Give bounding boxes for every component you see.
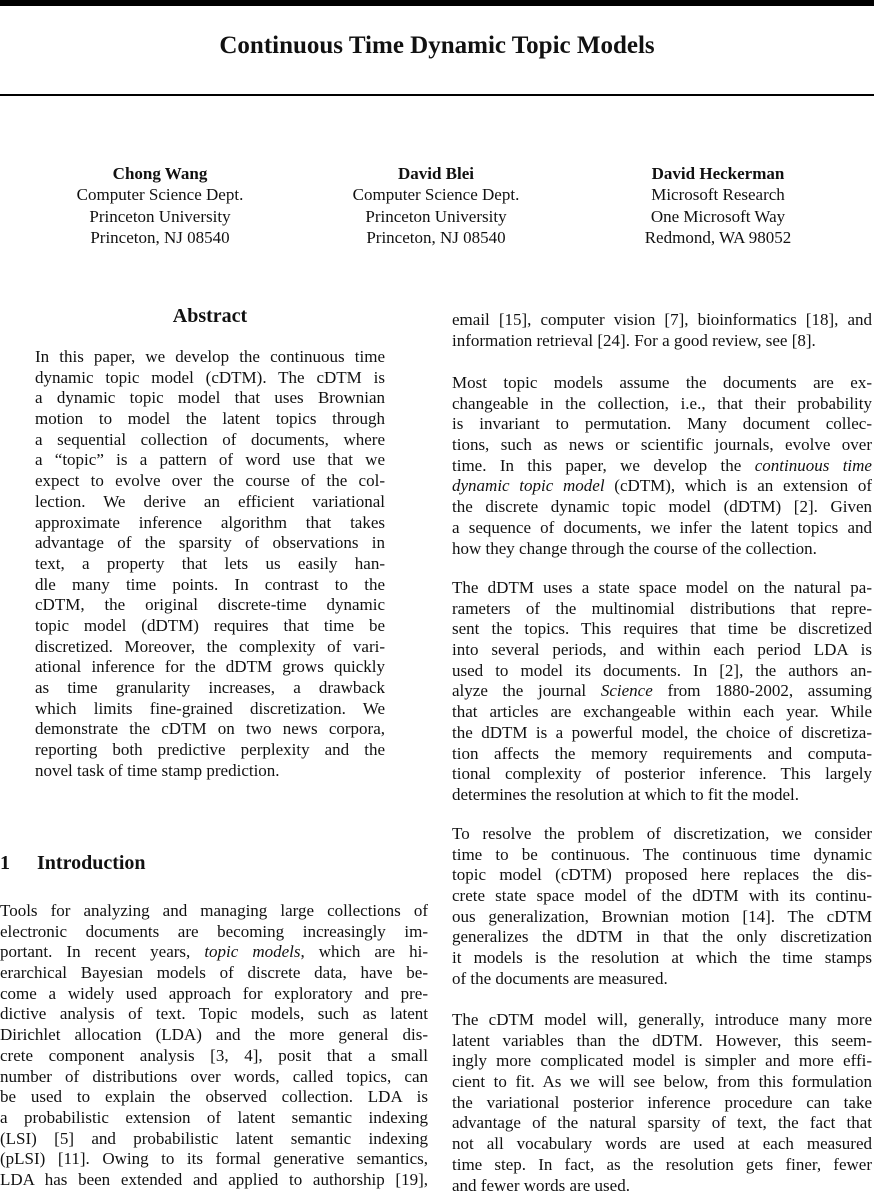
text-run: the variational posterior inference procedure can take — [452, 1092, 872, 1112]
text-line — [0, 942, 428, 963]
text-line — [35, 450, 385, 471]
text-line — [452, 948, 872, 969]
author-affiliation: Princeton University — [89, 206, 231, 226]
text-line — [452, 702, 872, 723]
text-line — [452, 744, 872, 765]
text-run: changeable in the collection, i.e., that their probability — [452, 393, 872, 413]
text-line — [452, 907, 872, 928]
text-run: (cDTM), which is an extension of — [604, 476, 872, 496]
text-line — [0, 1149, 428, 1170]
text-line — [0, 963, 428, 984]
author-block — [296, 163, 576, 248]
text-line — [452, 476, 872, 497]
text-line — [35, 575, 385, 596]
text-run: demonstrate the cDTM on two news corpora, — [35, 719, 385, 739]
text-line — [452, 845, 872, 866]
abstract-text — [35, 347, 385, 781]
text-line — [452, 539, 872, 560]
text-run: a probabilistic extension of latent semantic indexing — [0, 1107, 428, 1127]
text-line — [35, 595, 385, 616]
text-run: not all vocabulary words are used at each measured — [452, 1134, 872, 1154]
text-line — [0, 1108, 428, 1129]
text-run: motion to model the latent topics through — [35, 409, 385, 429]
text-line — [452, 1093, 872, 1114]
text-line — [452, 310, 872, 331]
text-line — [452, 681, 872, 702]
text-run: advantage of the natural sparsity of text, the fact that — [452, 1113, 872, 1133]
text-run: a sequential collection of documents, where — [35, 429, 385, 449]
text-run: email [15], computer vision [7], bioinformatics [18], and — [452, 310, 872, 329]
text-line — [452, 824, 872, 845]
text-run: how they change through the course of the collection. — [452, 538, 817, 558]
author-name: Chong Wang — [112, 164, 208, 183]
text-line — [35, 388, 385, 409]
text-run: as time granularity increases, a drawback — [35, 678, 385, 697]
text-run: it models is the resolution at which the time stamps — [452, 948, 872, 968]
abstract-heading: Abstract — [172, 305, 248, 327]
author-affiliation: One Microsoft Way — [650, 206, 786, 226]
text-line — [35, 740, 385, 761]
body-paragraph — [452, 373, 872, 559]
author-affiliation: Princeton University — [365, 206, 507, 226]
text-line — [452, 661, 872, 682]
text-line — [35, 616, 385, 637]
text-run: reporting both predictive perplexity and the — [35, 740, 385, 760]
text-run: ational inference for the dDTM grows quickly — [35, 657, 385, 677]
text-line — [35, 554, 385, 575]
text-line — [452, 1176, 872, 1197]
author-affiliation: Princeton, NJ 08540 — [90, 227, 230, 247]
body-paragraph — [452, 578, 872, 806]
text-run: from 1880-2002, assuming — [652, 681, 872, 701]
text-line — [452, 497, 872, 518]
text-run: expect to evolve over the course of the col- — [35, 471, 385, 491]
text-line — [452, 578, 872, 599]
text-line — [0, 1067, 428, 1088]
text-run: alyze the journal — [452, 681, 601, 701]
italic-text: dynamic topic model — [452, 476, 605, 496]
text-line — [35, 492, 385, 513]
text-line — [452, 1155, 872, 1176]
text-line — [452, 1031, 872, 1052]
text-line — [452, 394, 872, 415]
text-run: time to be continuous. The continuous time dynamic — [452, 844, 872, 864]
text-line — [452, 723, 872, 744]
text-line — [452, 886, 872, 907]
body-paragraph — [452, 824, 872, 990]
text-line — [0, 1046, 428, 1067]
text-run: dle many time points. In contrast to the — [35, 574, 385, 594]
text-run: tions, such as news or scientific journals, evolve over — [452, 435, 872, 455]
italic-text: continuous time — [754, 455, 872, 475]
body-paragraph — [452, 1010, 872, 1196]
author-affiliation: Redmond, WA 98052 — [644, 227, 792, 247]
text-run: erarchical Bayesian models of discrete data, have be- — [0, 963, 428, 983]
text-line — [452, 1072, 872, 1093]
text-run: time step. In fact, as the resolution gets finer, fewer — [452, 1154, 872, 1174]
text-line — [452, 414, 872, 435]
text-run: the dDTM is a powerful model, the choice of discretiza- — [452, 722, 872, 742]
text-line — [452, 599, 872, 620]
text-line — [452, 865, 872, 886]
text-line — [35, 699, 385, 720]
text-line — [35, 719, 385, 740]
text-run: into several periods, and within each period LDA is — [452, 640, 872, 660]
text-line — [452, 1113, 872, 1134]
text-line — [0, 1170, 428, 1191]
text-line — [452, 1051, 872, 1072]
author-affiliation: Microsoft Research — [651, 185, 785, 205]
author-affiliation: Computer Science Dept. — [352, 185, 520, 205]
text-line — [452, 969, 872, 990]
text-run: To resolve the problem of discretization, we consider — [452, 824, 872, 843]
text-line — [452, 373, 872, 394]
text-run: a sequence of documents, we infer the latent topics and — [452, 517, 872, 537]
text-run: and fewer words are used. — [452, 1175, 630, 1195]
text-line — [35, 513, 385, 534]
text-run: cient to fit. As we will see below, from this formulation — [452, 1072, 872, 1092]
body-paragraph — [452, 310, 872, 351]
author-affiliation: Computer Science Dept. — [76, 185, 244, 205]
text-run: come a widely used approach for exploratory and pre- — [0, 983, 428, 1003]
text-run: is invariant to permutation. Many document collec- — [452, 414, 872, 434]
text-run: novel task of time stamp prediction. — [35, 760, 280, 780]
text-run: The cDTM model will, generally, introduce many more — [452, 1010, 872, 1029]
text-line — [35, 761, 385, 782]
text-run: approximate inference algorithm that takes — [35, 512, 385, 532]
text-run: crete component analysis [3, 4], posit that a small — [0, 1045, 428, 1065]
author-name: David Blei — [397, 164, 475, 183]
text-run: ingly more complicated model is simpler and more effi- — [452, 1051, 872, 1071]
text-run: Most topic models assume the documents are ex- — [452, 373, 872, 392]
text-run: be used to explain the observed collection. LDA is — [0, 1087, 428, 1107]
italic-text: Science — [600, 681, 653, 701]
text-line — [452, 1134, 872, 1155]
text-line — [35, 678, 385, 699]
text-run: a dynamic topic model that uses Brownian — [35, 388, 385, 408]
text-run: topic model (dDTM) requires that time be — [35, 615, 385, 635]
text-run: tional complexity of posterior inference. This largely — [452, 764, 872, 784]
text-run: topic model (cDTM) proposed here replaces the dis- — [452, 865, 872, 885]
text-line — [35, 409, 385, 430]
text-run: electronic documents are becoming increasingly im- — [0, 921, 428, 941]
section-number: 1 — [0, 852, 10, 874]
text-run: number of distributions over words, called topics, can — [0, 1066, 428, 1086]
text-line — [35, 368, 385, 389]
text-run: determines the resolution at which to fit the model. — [452, 784, 799, 804]
text-run: portant. In recent years, — [0, 942, 205, 962]
text-line — [452, 640, 872, 661]
text-line — [0, 1004, 428, 1025]
text-run: tion affects the memory requirements and computa- — [452, 743, 872, 763]
text-run: latent variables than the dDTM. However, this seem- — [452, 1030, 872, 1050]
text-line — [452, 456, 872, 477]
text-run: In this paper, we develop the continuous time — [35, 347, 385, 366]
italic-text: topic models — [204, 942, 301, 962]
text-line — [452, 764, 872, 785]
text-run: the discrete dynamic topic model (dDTM) [2]. Given — [452, 497, 872, 517]
text-run: (pLSI) [11]. Owing to its formal generative semantics, — [0, 1149, 428, 1169]
text-line — [0, 1129, 428, 1150]
text-run: dynamic topic model (cDTM). The cDTM is — [35, 367, 385, 387]
text-run: lection. We derive an efficient variational — [35, 491, 385, 511]
text-line — [452, 435, 872, 456]
text-run: (LSI) [5] and probabilistic latent semantic indexing — [0, 1128, 428, 1148]
text-run: sent the topics. This requires that time be discretized — [452, 619, 872, 639]
text-run: discretized. Moreover, the complexity of vari- — [35, 636, 385, 656]
text-line — [35, 347, 385, 368]
text-line — [0, 1087, 428, 1108]
text-run: Dirichlet allocation (LDA) and the more general dis- — [0, 1025, 428, 1045]
text-line — [452, 785, 872, 806]
text-run: , which are hi- — [300, 942, 428, 962]
author-block — [20, 163, 300, 248]
text-run: information retrieval [24]. For a good review, see [8]. — [452, 330, 816, 350]
text-line — [0, 984, 428, 1005]
paper-title: Continuous Time Dynamic Topic Models — [219, 32, 655, 59]
text-run: LDA has been extended and applied to authorship [19], — [0, 1169, 428, 1189]
text-line — [452, 518, 872, 539]
author-name: David Heckerman — [651, 164, 785, 183]
title-rule — [0, 94, 874, 96]
section-heading-introduction — [0, 852, 146, 875]
top-rule — [0, 0, 874, 6]
text-line — [35, 657, 385, 678]
text-line — [0, 1025, 428, 1046]
author-block — [578, 163, 858, 248]
text-line — [35, 637, 385, 658]
text-line — [452, 331, 872, 352]
text-run: rameters of the multinomial distributions that repre- — [452, 598, 872, 618]
text-run: The dDTM uses a state space model on the natural pa- — [452, 578, 872, 597]
intro-paragraph — [0, 901, 428, 1191]
text-run: generalizes the dDTM in that the only discretization — [452, 927, 872, 947]
text-run: advantage of the sparsity of observations in — [35, 533, 385, 553]
text-run: crete state space model of the dDTM with its continu- — [452, 886, 872, 906]
text-run: that articles are exchangeable within each year. While — [452, 702, 872, 722]
text-line — [0, 901, 428, 922]
text-run: cDTM, the original discrete-time dynamic — [35, 595, 385, 615]
text-run: Tools for analyzing and managing large collections of — [0, 901, 428, 920]
text-run: a “topic” is a pattern of word use that we — [35, 450, 385, 470]
author-affiliation: Princeton, NJ 08540 — [366, 227, 506, 247]
text-line — [35, 430, 385, 451]
text-run: used to model its documents. In [2], the authors an- — [452, 660, 872, 680]
text-line — [35, 471, 385, 492]
text-run: time. In this paper, we develop the — [452, 455, 755, 475]
text-line — [0, 922, 428, 943]
text-line — [35, 533, 385, 554]
text-run: text, a property that lets us easily han- — [35, 553, 385, 573]
text-run: ous generalization, Brownian motion [14]. The cDTM — [452, 906, 872, 926]
text-line — [452, 1010, 872, 1031]
text-line — [452, 927, 872, 948]
text-run: dictive analysis of text. Topic models, such as latent — [0, 1004, 428, 1024]
section-title: Introduction — [37, 852, 146, 874]
text-run: which limits fine-grained discretization. We — [35, 698, 385, 718]
text-line — [452, 619, 872, 640]
text-run: of the documents are measured. — [452, 968, 668, 988]
